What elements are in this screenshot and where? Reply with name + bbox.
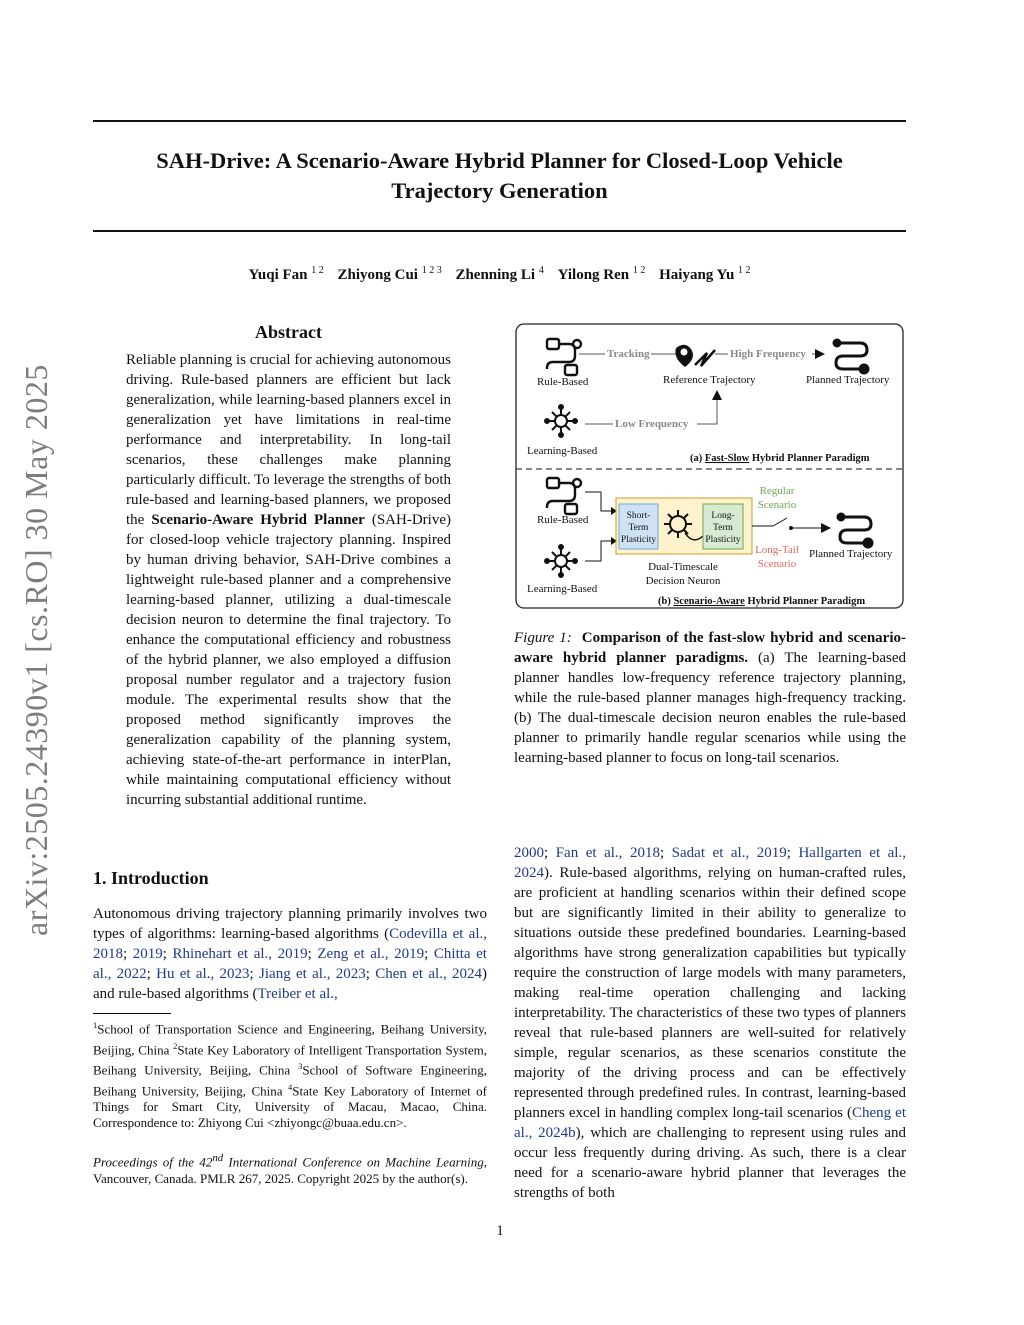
citation-link[interactable]: Hu et al., 2023 bbox=[156, 966, 250, 982]
citation-link[interactable]: Treiber et al., bbox=[257, 986, 338, 1002]
introduction-paragraph: Autonomous driving trajectory planning primarily involves two types of algorithms: learning-based algorithms (Codevilla et al., 2018; 2019; Rhinehart et al., 2019; Zeng et al., 2019; Chitta et al., 2022; Hu et al., 2023; Jiang et al., 2023; Chen et al., 2024) and rule-based algorithms (Treiber et al., bbox=[93, 906, 488, 1002]
citation-link[interactable]: Chitta et al., 2022 bbox=[93, 946, 487, 982]
abstract-body: Reliable planning is crucial for achieving autonomous driving. Rule-based planners are efficient but lack generalization, while learning-based planners excel in generalization yet have limitations in real-time performance and interpretability. In long-tail scenarios, these challenges make planning particularly difficult. To leverage the strengths of both rule-based and learning-based planners, we proposed the Scenario-Aware Hybrid Planner (SAH-Drive) for closed-loop vehicle trajectory planning. Inspired by human driving behavior, SAH-Drive combines a lightweight rule-based planner and a comprehensive learning-based planner, utilizing a dual-timescale decision neuron to determine the final trajectory. To enhance the computational efficiency and robustness of the hybrid planner, we also employed a diffusion proposal number regulator and a trajectory fusion module. The experimental results show that the proposed method significantly improves the generalization capability of the planning system, achieving state-of-the-art performance in interPlan, while maintaining computational efficiency without incurring substantial additional runtime. bbox=[126, 352, 451, 808]
footnote-rule bbox=[93, 1013, 171, 1014]
long-tail-scenario-label: Long-Tail bbox=[755, 544, 799, 556]
learning-based-label-b: Learning-Based bbox=[527, 583, 598, 595]
planned-trajectory-label-a: Planned Trajectory bbox=[806, 374, 890, 386]
citation-link[interactable]: Hallgarten et al., 2024 bbox=[514, 845, 906, 881]
short-term-label: Term bbox=[628, 523, 649, 533]
figure-1-diagram bbox=[515, 323, 904, 609]
section-heading-introduction: 1. Introduction bbox=[93, 868, 209, 888]
regular-scenario-label: Regular bbox=[759, 485, 795, 497]
abstract-heading: Abstract bbox=[255, 322, 322, 342]
short-term-label: Short- bbox=[626, 511, 651, 521]
figure-1-caption: Figure 1: Comparison of the fast-slow hybrid and scenario-aware hybrid planner paradigms. (a) The learning-based planner handles low-frequency reference trajectory planning, while the rule-based planner manages high-frequency tracking. (b) The dual-timescale decision neuron enables the rule-based planner to primarily handle regular scenarios while using the learning-based planner to focus on long-tail scenarios. bbox=[514, 630, 907, 766]
citation-link[interactable]: Codevilla et al., 2018 bbox=[93, 926, 487, 962]
rule-based-label-b: Rule-Based bbox=[537, 514, 589, 526]
title-bottom-rule bbox=[93, 230, 906, 232]
short-term-label: Plasticity bbox=[620, 535, 657, 545]
panel-a-label: (a) Fast-Slow Hybrid Planner Paradigm bbox=[690, 453, 870, 464]
citation-link[interactable]: Chen et al., 2024 bbox=[375, 966, 483, 982]
reference-trajectory-label: Reference Trajectory bbox=[663, 374, 756, 386]
author: Zhiyong Cui $^{1 2 3}$ bbox=[337, 265, 442, 283]
paper-title bbox=[93, 146, 906, 206]
citation-link[interactable]: Sadat et al., 2019 bbox=[671, 845, 787, 861]
author: Zhenning Li $^4$ bbox=[455, 265, 544, 283]
page-number: 1 bbox=[496, 1223, 504, 1239]
long-term-label: Plasticity bbox=[705, 535, 741, 545]
citation-link[interactable]: 2000 bbox=[514, 845, 544, 861]
affiliations-footnote: $^1$School of Transportation Science and Engineering, Beihang University, Beijing, China $^2$State Key Laboratory of Intelligent Transportation System, Beihang University, Beijing, China $^3$School of Software Engineering, Beihang University, Beijing, China $^4$State Key Laboratory of Internet of Things for Smart City, University of Macau, Macao, China. Correspondence to: Zhiyong Cui <zhiyongc@buaa.edu.cn>. bbox=[93, 1020, 487, 1131]
title-line-2: Trajectory Generation bbox=[391, 178, 608, 203]
citation-link[interactable]: Fan et al., 2018 bbox=[555, 845, 660, 861]
low-frequency-label: Low Frequency bbox=[615, 418, 689, 430]
tracking-label: Tracking bbox=[607, 348, 650, 360]
citation-link[interactable]: Jiang et al., 2023 bbox=[259, 966, 366, 982]
panel-b-label: (b) Scenario-Aware Hybrid Planner Paradigm bbox=[658, 596, 866, 607]
author: Yuqi Fan $^{1 2}$ bbox=[248, 265, 324, 283]
citation-link[interactable]: Zeng et al., 2019 bbox=[317, 946, 425, 962]
title-line-1: SAH-Drive: A Scenario-Aware Hybrid Planner for Closed-Loop Vehicle bbox=[156, 148, 843, 173]
citation-link[interactable]: Cheng et al., 2024b bbox=[514, 1105, 906, 1141]
regular-scenario-label: Scenario bbox=[757, 499, 797, 511]
dual-timescale-label: Decision Neuron bbox=[645, 575, 721, 587]
dual-timescale-label: Dual-Timescale bbox=[648, 561, 718, 573]
long-tail-scenario-label: Scenario bbox=[757, 558, 797, 570]
rule-based-label-a: Rule-Based bbox=[537, 376, 589, 388]
author-list bbox=[93, 265, 906, 284]
citation-link[interactable]: Rhinehart et al., 2019 bbox=[172, 946, 308, 962]
proceedings-note: Proceedings of the 42nd International Conference on Machine Learning, Vancouver, Canada. PMLR 267, 2025. Copyright 2025 by the author(s). bbox=[93, 1152, 487, 1186]
author: Haiyang Yu $^{1 2}$ bbox=[659, 265, 751, 283]
citation-link[interactable]: 2019 bbox=[132, 946, 163, 962]
planned-trajectory-label-b: Planned Trajectory bbox=[809, 548, 893, 560]
long-term-label: Term bbox=[713, 523, 733, 533]
high-frequency-label: High Frequency bbox=[730, 348, 806, 360]
learning-based-label-a: Learning-Based bbox=[527, 445, 598, 457]
top-rule bbox=[93, 120, 906, 122]
long-term-label: Long- bbox=[711, 511, 735, 521]
arxiv-watermark: arXiv:2505.24390v1 [cs.RO] 30 May 2025 bbox=[18, 364, 54, 936]
right-column-paragraph: 2000; Fan et al., 2018; Sadat et al., 2019; Hallgarten et al., 2024). Rule-based algorithms, relying on human-crafted rules, are proficient at handling scenarios within their defined scope but are significantly limited in their ability to generalize to situations outside these predefined boundaries. Learning-based algorithms have strong generalization capabilities but typically require the construction of large models with many parameters, making real-time operation challenging and lacking interpretability. The characteristics of these two types of planners reveal that rule-based planners are well-suited for relatively simple, regular scenarios, as these scenarios constitute the majority of the driving process and can be effectively represented through predefined rules. In contrast, learning-based planners excel in handling complex long-tail scenarios (Cheng et al., 2024b), which are challenging to represent using rules and occur less frequently during driving. As such, there is a clear need for a scenario-aware hybrid planner that leverages the strengths of both bbox=[514, 845, 906, 1201]
author: Yilong Ren $^{1 2}$ bbox=[557, 265, 646, 283]
